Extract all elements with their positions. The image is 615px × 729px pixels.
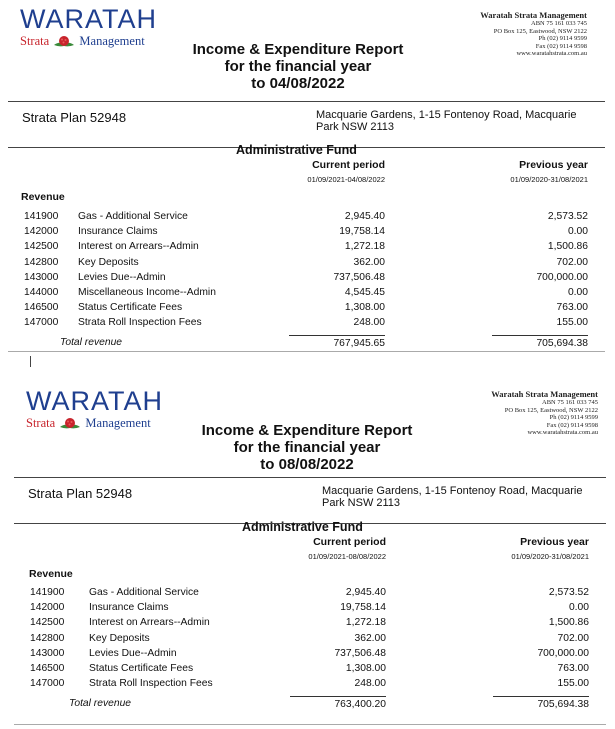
total-previous: 705,694.38 <box>493 696 589 712</box>
current-period-dates: 01/09/2021-08/08/2022 <box>308 552 386 561</box>
report-title <box>177 422 437 473</box>
table-row <box>14 631 606 646</box>
logo-management-text: Management <box>79 34 145 48</box>
account-description: Levies Due--Admin <box>89 647 177 659</box>
account-description: Interest on Arrears--Admin <box>78 241 199 253</box>
title-line-1: Income & Expenditure Report <box>201 422 413 439</box>
revenue-table <box>14 585 606 691</box>
plan-header <box>8 101 605 148</box>
table-row <box>8 315 605 330</box>
account-code: 142800 <box>24 256 59 268</box>
account-description: Interest on Arrears--Admin <box>89 617 210 629</box>
title-line-3: to 04/08/2022 <box>251 75 345 92</box>
account-description: Miscellaneous Income--Admin <box>78 286 216 298</box>
title-line-2: for the financial year <box>233 439 381 456</box>
strata-plan: Strata Plan 52948 <box>22 110 127 125</box>
previous-year-dates: 01/09/2020-31/08/2021 <box>510 175 588 184</box>
current-amount: 2,945.40 <box>345 587 386 598</box>
current-amount: 248.00 <box>354 678 386 690</box>
company-fax: Fax (02) 9114 9598 <box>535 42 587 50</box>
previous-amount: 0.00 <box>568 602 589 614</box>
current-amount: 248.00 <box>353 317 385 329</box>
company-abn: ABN 75 161 033 745 <box>542 399 598 406</box>
previous-amount: 702.00 <box>557 632 589 644</box>
current-amount: 1,308.00 <box>345 662 386 674</box>
logo-wordmark: WARATAH <box>20 4 157 34</box>
table-row <box>14 585 606 600</box>
waratah-flower-icon <box>53 35 75 49</box>
previous-year-header: Previous year <box>519 159 588 171</box>
company-details <box>480 10 587 58</box>
revenue-heading: Revenue <box>29 568 73 580</box>
report-2 <box>14 380 606 725</box>
plan-header <box>14 477 606 524</box>
table-row <box>14 615 606 630</box>
logo-strata-text: Strata <box>26 416 56 430</box>
account-code: 142000 <box>30 602 65 614</box>
company-phone: Ph (02) 9114 9599 <box>538 35 587 43</box>
total-previous: 705,694.38 <box>492 335 588 351</box>
revenue-table <box>8 209 605 331</box>
previous-year-dates: 01/09/2020-31/08/2021 <box>511 552 589 561</box>
company-phone: Ph (02) 9114 9599 <box>549 414 598 422</box>
previous-year-header: Previous year <box>520 536 589 548</box>
account-description: Gas - Additional Service <box>89 587 199 598</box>
logo-subtitle <box>26 416 163 431</box>
company-name: Waratah Strata Management <box>480 10 587 20</box>
previous-amount: 763.00 <box>556 302 588 314</box>
current-period-header: Current period <box>312 159 385 171</box>
logo-wordmark: WARATAH <box>26 386 163 416</box>
account-code: 142500 <box>24 241 59 253</box>
current-amount: 19,758.14 <box>340 602 386 614</box>
waratah-logo <box>20 6 157 49</box>
previous-amount: 700,000.00 <box>536 271 588 283</box>
table-row <box>8 239 605 254</box>
table-row <box>8 270 605 285</box>
company-name: Waratah Strata Management <box>491 389 598 399</box>
account-code: 143000 <box>24 271 59 283</box>
account-description: Status Certificate Fees <box>89 662 194 674</box>
total-revenue-row <box>8 335 605 351</box>
fund-title: Administrative Fund <box>242 520 363 534</box>
company-fax: Fax (02) 9114 9598 <box>546 421 598 429</box>
account-description: Gas - Additional Service <box>78 211 188 222</box>
account-description: Key Deposits <box>78 256 139 268</box>
account-code: 143000 <box>30 647 65 659</box>
previous-amount: 763.00 <box>557 662 589 674</box>
property-address: Macquarie Gardens, 1-15 Fontenoy Road, Macquarie Park NSW 2113 <box>322 485 583 509</box>
current-amount: 737,506.48 <box>334 647 386 659</box>
account-description: Strata Roll Inspection Fees <box>89 678 213 690</box>
total-current: 763,400.20 <box>290 696 386 712</box>
account-code: 146500 <box>24 302 59 314</box>
account-code: 142000 <box>24 226 59 238</box>
strata-plan: Strata Plan 52948 <box>28 486 133 501</box>
previous-amount: 1,500.86 <box>547 241 588 253</box>
table-row <box>8 285 605 300</box>
current-amount: 362.00 <box>354 632 386 644</box>
waratah-logo <box>26 388 163 431</box>
current-amount: 19,758.14 <box>339 226 385 238</box>
previous-amount: 700,000.00 <box>537 647 589 659</box>
total-revenue-row <box>14 696 606 712</box>
account-code: 141900 <box>24 211 59 222</box>
previous-amount: 1,500.86 <box>548 617 589 629</box>
company-address: PO Box 125, Eastwood, NSW 2122 <box>493 27 587 35</box>
account-description: Insurance Claims <box>78 226 158 238</box>
current-amount: 4,545.45 <box>344 286 385 298</box>
logo-management-text: Management <box>85 416 151 430</box>
account-code: 147000 <box>24 317 59 329</box>
previous-amount: 2,573.52 <box>547 211 588 222</box>
logo-strata-text: Strata <box>20 34 50 48</box>
table-row <box>14 600 606 615</box>
text-cursor <box>30 356 31 367</box>
table-row <box>14 646 606 661</box>
company-abn: ABN 75 161 033 745 <box>531 20 587 27</box>
current-amount: 737,506.48 <box>333 271 385 283</box>
report-1 <box>8 0 605 352</box>
fund-title: Administrative Fund <box>236 143 357 157</box>
table-row <box>8 300 605 315</box>
account-code: 142500 <box>30 617 65 629</box>
account-code: 147000 <box>30 678 65 690</box>
table-row <box>8 255 605 270</box>
table-row <box>14 676 606 691</box>
current-amount: 1,272.18 <box>345 617 386 629</box>
property-address: Macquarie Gardens, 1-15 Fontenoy Road, Macquarie Park NSW 2113 <box>316 109 577 133</box>
revenue-heading: Revenue <box>21 191 65 203</box>
company-address: PO Box 125, Eastwood, NSW 2122 <box>504 406 598 414</box>
current-amount: 1,308.00 <box>344 302 385 314</box>
current-period-dates: 01/09/2021-04/08/2022 <box>307 175 385 184</box>
waratah-flower-icon <box>59 417 81 431</box>
company-website: www.waratahstrata.com.au <box>527 429 598 437</box>
table-row <box>8 224 605 239</box>
total-revenue-label: Total revenue <box>60 337 123 348</box>
account-code: 146500 <box>30 662 65 674</box>
current-amount: 362.00 <box>353 256 385 268</box>
account-description: Status Certificate Fees <box>78 302 183 314</box>
company-details <box>491 389 598 437</box>
previous-amount: 0.00 <box>567 286 588 298</box>
account-code: 142800 <box>30 632 65 644</box>
table-row <box>14 661 606 676</box>
previous-amount: 0.00 <box>567 226 588 238</box>
previous-amount: 702.00 <box>556 256 588 268</box>
account-code: 141900 <box>30 587 65 598</box>
current-period-header: Current period <box>313 536 386 548</box>
title-line-3: to 08/08/2022 <box>260 456 354 473</box>
title-line-1: Income & Expenditure Report <box>192 41 404 58</box>
table-row <box>8 209 605 224</box>
total-current: 767,945.65 <box>289 335 385 351</box>
title-line-2: for the financial year <box>224 58 372 75</box>
report-divider <box>8 351 605 352</box>
current-amount: 1,272.18 <box>344 241 385 253</box>
report-title <box>168 41 428 92</box>
account-description: Levies Due--Admin <box>78 271 166 283</box>
previous-amount: 155.00 <box>556 317 588 329</box>
total-revenue-label: Total revenue <box>69 698 132 709</box>
account-code: 144000 <box>24 286 59 298</box>
previous-amount: 2,573.52 <box>548 587 589 598</box>
previous-amount: 155.00 <box>557 678 589 690</box>
logo-subtitle <box>20 34 157 49</box>
report-divider <box>14 724 606 725</box>
account-description: Key Deposits <box>89 632 150 644</box>
current-amount: 2,945.40 <box>344 211 385 222</box>
account-description: Insurance Claims <box>89 602 169 614</box>
company-website: www.waratahstrata.com.au <box>516 50 587 58</box>
account-description: Strata Roll Inspection Fees <box>78 317 202 329</box>
